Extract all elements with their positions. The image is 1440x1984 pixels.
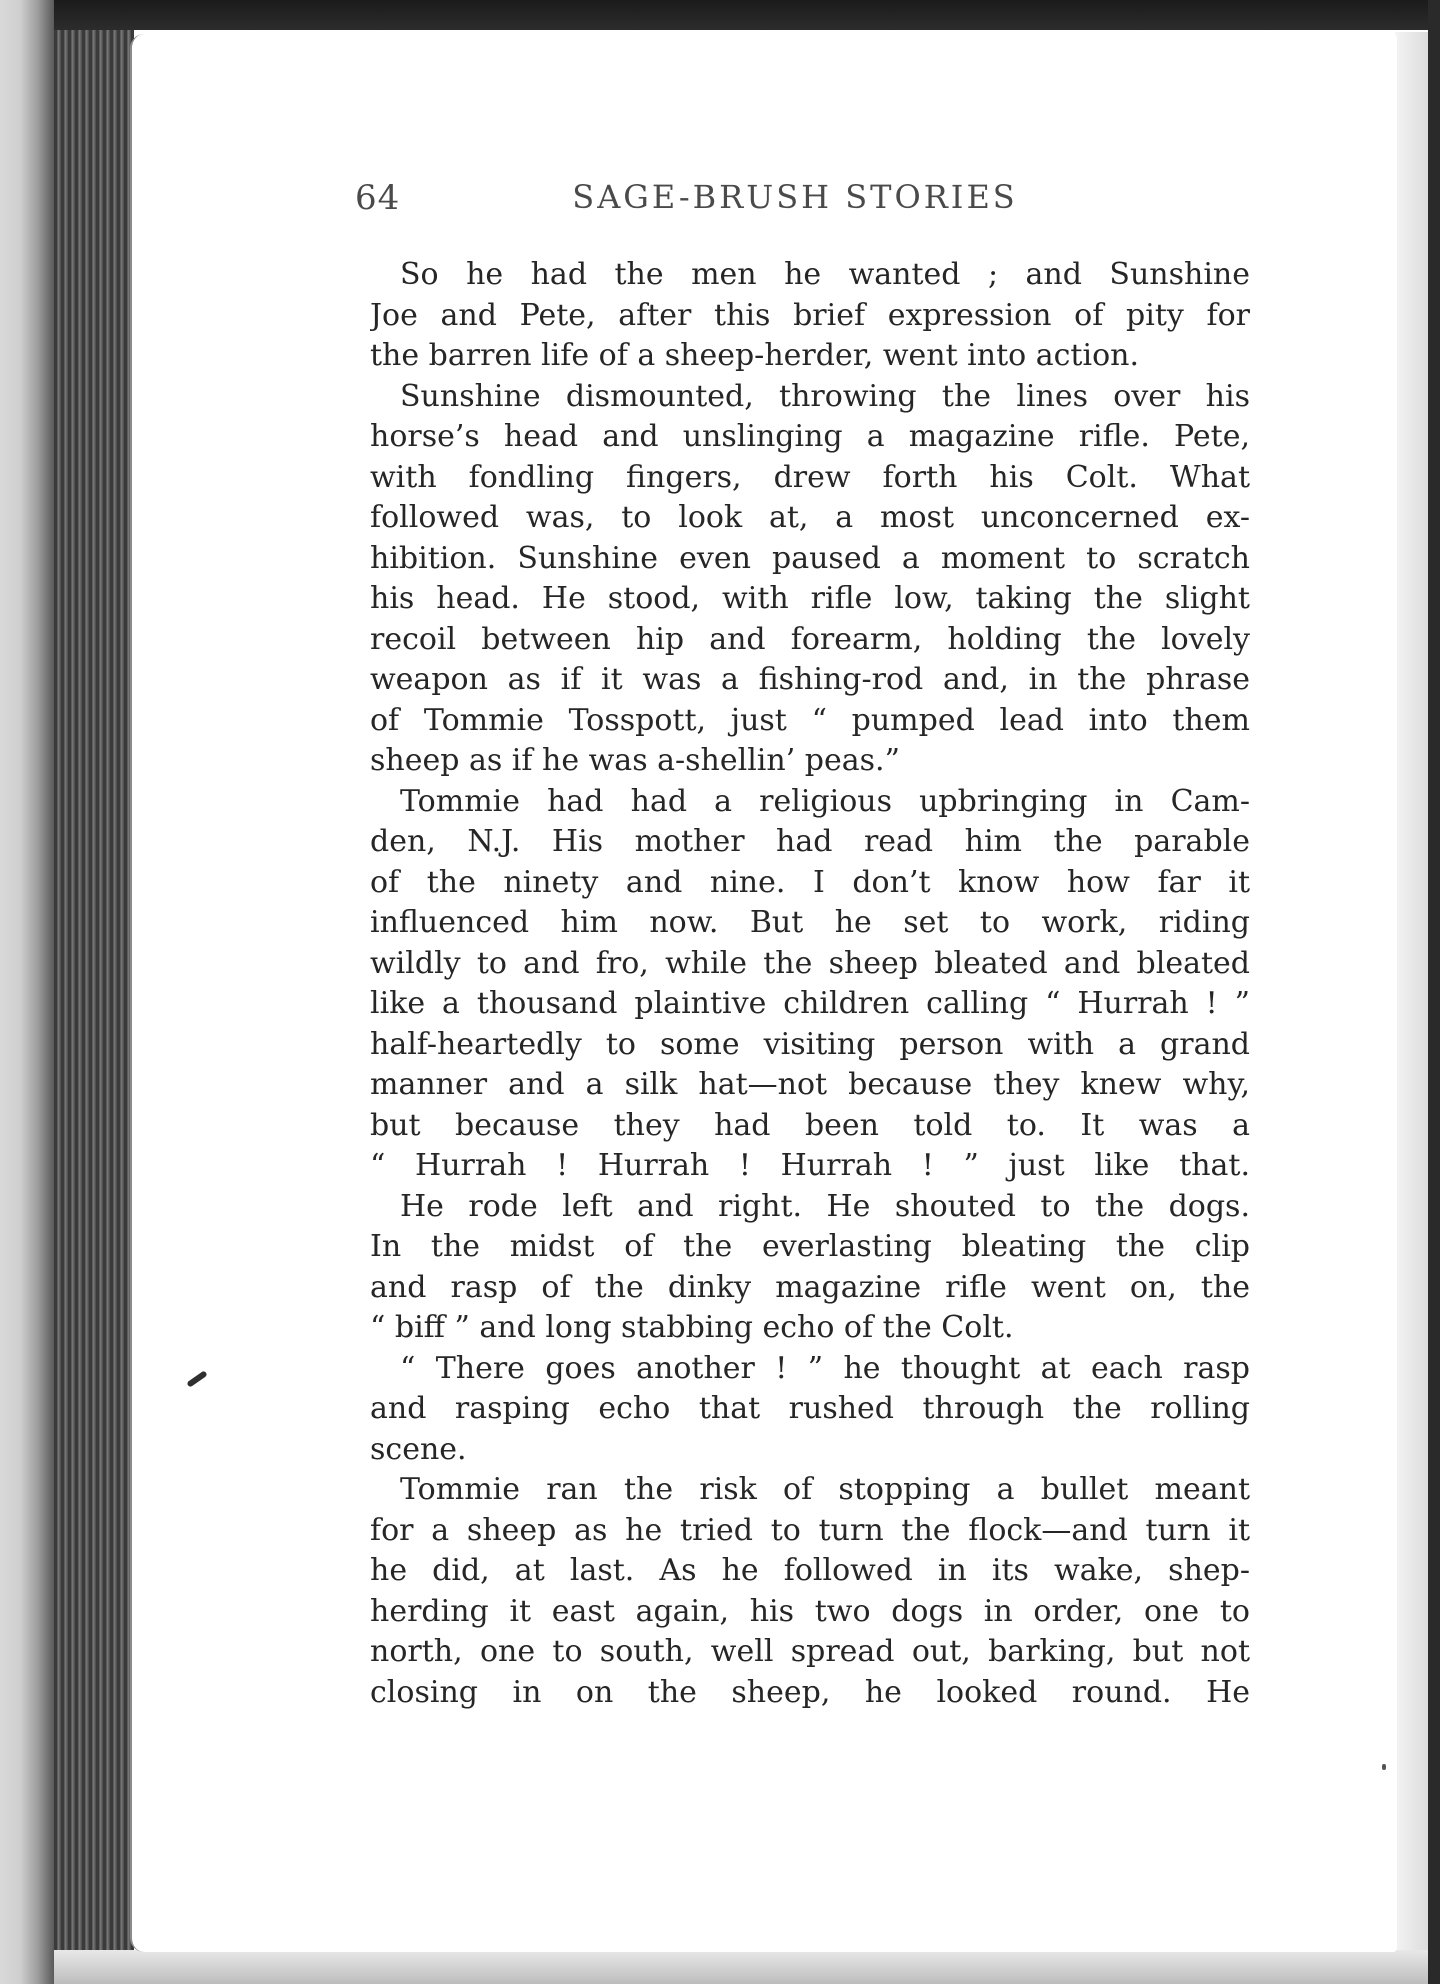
text-line: “ Hurrah ! Hurrah ! Hurrah ! ” just like that. <box>370 1148 1250 1183</box>
text-line: Joe and Pete, after this brief expression of pity for <box>370 297 1250 333</box>
page-right-edge <box>1395 32 1428 1962</box>
text-line: “ biff ” and long stabbing echo of the Colt. <box>370 1310 1014 1345</box>
text-line: So he had the men he wanted ; and Sunshine <box>400 257 1250 292</box>
book-cover-top-edge <box>0 0 1440 30</box>
text-line: He rode left and right. He shouted to the dogs. <box>400 1188 1250 1224</box>
text-line: the barren life of a sheep-herder, went into action. <box>370 338 1139 373</box>
text-line: scene. <box>370 1431 467 1467</box>
text-line: Sunshine dismounted, throwing the lines over his <box>400 378 1250 414</box>
text-line: of Tommie Tosspott, just “ pumped lead into them <box>370 702 1250 738</box>
text-line: Tommie had had a religious upbringing in Cam- <box>400 783 1250 819</box>
text-line: herding it east again, his two dogs in order, one to <box>370 1593 1250 1629</box>
ink-speck <box>1382 1764 1386 1770</box>
text-line: closing in on the sheep, he looked round. He <box>370 1674 1250 1710</box>
text-line: den, N.J. His mother had read him the parable <box>370 824 1250 859</box>
text-line: he did, at last. As he followed in its wake, shep- <box>370 1553 1250 1588</box>
text-line: hibition. Sunshine even paused a moment to scratch <box>370 540 1250 576</box>
text-line: Tommie ran the risk of stopping a bullet meant <box>400 1472 1250 1507</box>
text-line: like a thousand plaintive children calling “ Hurrah ! ” <box>370 986 1250 1021</box>
text-line: “ There goes another ! ” he thought at each rasp <box>400 1350 1250 1386</box>
page-stack-edge <box>54 30 134 1950</box>
text-line: sheep as if he was a-shellin’ peas.” <box>370 743 900 778</box>
text-line: half-heartedly to some visiting person with a grand <box>370 1026 1250 1062</box>
page-header <box>355 178 1025 238</box>
text-line: followed was, to look at, a most unconcerned ex- <box>370 500 1250 535</box>
text-line: influenced him now. But he set to work, riding <box>370 905 1250 940</box>
running-title: SAGE-BRUSH STORIES <box>572 178 1018 216</box>
book-cover-left <box>0 0 54 1984</box>
page-bottom-edge <box>54 1950 1428 1984</box>
body-text <box>370 255 1250 1713</box>
text-line: of the ninety and nine. I don’t know how far it <box>370 864 1250 900</box>
page-number: 64 <box>355 178 401 218</box>
text-line: weapon as if it was a fishing-rod and, in the phrase <box>370 662 1250 697</box>
text-line: his head. He stood, with rifle low, taking the slight <box>370 581 1250 616</box>
text-line: In the midst of the everlasting bleating the clip <box>370 1229 1250 1264</box>
text-line: and rasping echo that rushed through the rolling <box>370 1391 1250 1426</box>
text-line: for a sheep as he tried to turn the flock—and turn it <box>370 1512 1250 1548</box>
text-line: and rasp of the dinky magazine rifle went on, the <box>370 1269 1250 1305</box>
text-line: horse’s head and unslinging a magazine rifle. Pete, <box>370 419 1250 454</box>
text-line: but because they had been told to. It was a <box>370 1107 1250 1143</box>
text-line: manner and a silk hat—not because they knew why, <box>370 1067 1250 1102</box>
book-cover-right-edge <box>1428 0 1440 1984</box>
text-line: with fondling fingers, drew forth his Colt. What <box>370 459 1250 495</box>
text-line: recoil between hip and forearm, holding the lovely <box>370 621 1250 657</box>
text-line: north, one to south, well spread out, barking, but not <box>370 1634 1250 1669</box>
text-line: wildly to and fro, while the sheep bleated and bleated <box>370 945 1250 981</box>
